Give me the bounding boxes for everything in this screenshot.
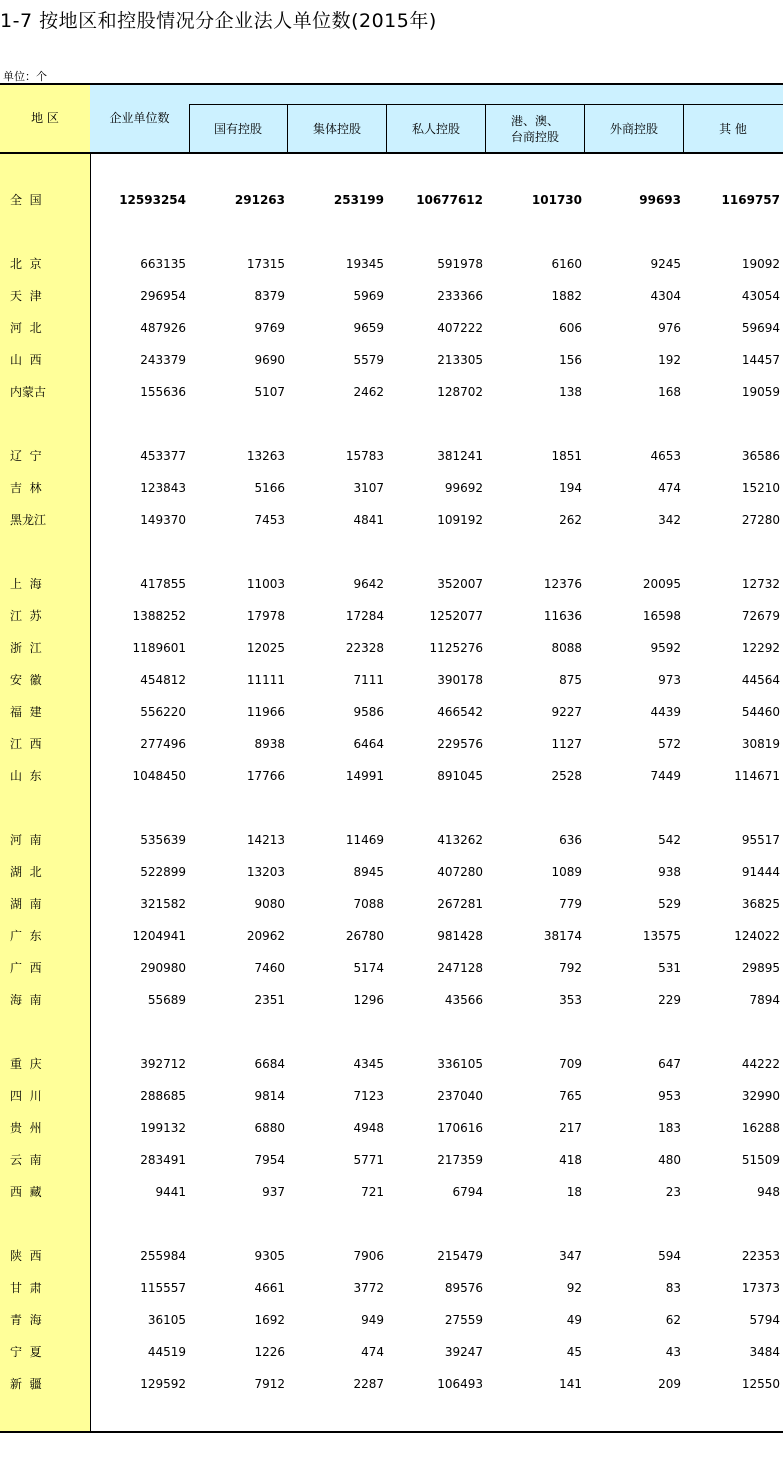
cell-collective: 14991 xyxy=(345,769,384,783)
cell-state: 9080 xyxy=(254,897,285,911)
region-name: 内蒙古 xyxy=(10,385,47,399)
cell-hmt: 8088 xyxy=(551,641,582,655)
cell-state: 7954 xyxy=(254,1153,285,1167)
cell-foreign: 183 xyxy=(658,1121,681,1135)
cell-collective: 1296 xyxy=(353,993,384,1007)
cell-state: 291263 xyxy=(234,193,285,207)
cell-total: 115557 xyxy=(140,1281,186,1295)
cell-collective: 2462 xyxy=(353,385,384,399)
cell-collective: 8945 xyxy=(353,865,384,879)
cell-other: 59694 xyxy=(741,321,780,335)
cell-total: 1048450 xyxy=(132,769,186,783)
region-name: 湖 北 xyxy=(10,865,42,879)
cell-other: 19059 xyxy=(741,385,780,399)
cell-private: 336105 xyxy=(437,1057,483,1071)
cell-collective: 7088 xyxy=(353,897,384,911)
cell-foreign: 973 xyxy=(658,673,681,687)
cell-state: 11111 xyxy=(246,673,285,687)
region-name: 安 徽 xyxy=(10,673,42,687)
header-foreign: 外商控股 xyxy=(609,122,658,136)
cell-collective: 474 xyxy=(361,1345,384,1359)
cell-hmt: 9227 xyxy=(551,705,582,719)
cell-hmt: 1882 xyxy=(551,289,582,303)
cell-hmt: 1851 xyxy=(551,449,582,463)
cell-hmt: 1089 xyxy=(551,865,582,879)
cell-other: 54460 xyxy=(741,705,780,719)
cell-total: 149370 xyxy=(140,513,186,527)
cell-hmt: 875 xyxy=(559,673,582,687)
cell-state: 6684 xyxy=(254,1057,285,1071)
region-name: 河 南 xyxy=(10,833,42,847)
cell-foreign: 342 xyxy=(658,513,681,527)
cell-other: 95517 xyxy=(741,833,780,847)
region-name: 江 西 xyxy=(10,737,42,751)
cell-foreign: 938 xyxy=(658,865,681,879)
cell-foreign: 529 xyxy=(658,897,681,911)
cell-private: 390178 xyxy=(437,673,483,687)
cell-collective: 5969 xyxy=(353,289,384,303)
cell-private: 591978 xyxy=(437,257,483,271)
region-name: 重 庆 xyxy=(10,1057,42,1071)
header-region: 地 区 xyxy=(31,111,59,125)
cell-hmt: 194 xyxy=(559,481,582,495)
cell-private: 407280 xyxy=(437,865,483,879)
cell-hmt: 49 xyxy=(566,1313,582,1327)
cell-foreign: 9592 xyxy=(650,641,681,655)
cell-private: 106493 xyxy=(437,1377,483,1391)
cell-collective: 7111 xyxy=(353,673,384,687)
cell-total: 9441 xyxy=(155,1185,186,1199)
region-name: 贵 州 xyxy=(10,1121,42,1135)
cell-state: 6880 xyxy=(254,1121,285,1135)
cell-state: 11966 xyxy=(246,705,285,719)
cell-other: 44564 xyxy=(741,673,780,687)
cell-hmt: 1127 xyxy=(551,737,582,751)
cell-foreign: 474 xyxy=(658,481,681,495)
region-name: 山 东 xyxy=(10,769,42,783)
cell-total: 123843 xyxy=(140,481,186,495)
cell-private: 99692 xyxy=(444,481,483,495)
region-name: 宁 夏 xyxy=(10,1345,42,1359)
cell-hmt: 262 xyxy=(559,513,582,527)
cell-total: 522899 xyxy=(140,865,186,879)
cell-other: 5794 xyxy=(749,1313,780,1327)
region-name: 河 北 xyxy=(10,321,42,335)
cell-hmt: 765 xyxy=(559,1089,582,1103)
cell-total: 290980 xyxy=(140,961,186,975)
cell-foreign: 4653 xyxy=(650,449,681,463)
cell-other: 51509 xyxy=(741,1153,780,1167)
region-name: 浙 江 xyxy=(10,641,42,655)
cell-total: 12593254 xyxy=(119,193,186,207)
cell-foreign: 572 xyxy=(658,737,681,751)
region-name: 黑龙江 xyxy=(10,513,47,527)
cell-private: 891045 xyxy=(437,769,483,783)
cell-private: 267281 xyxy=(437,897,483,911)
cell-state: 12025 xyxy=(246,641,285,655)
table-bottom-rule xyxy=(0,1431,783,1433)
cell-collective: 6464 xyxy=(353,737,384,751)
cell-collective: 19345 xyxy=(345,257,384,271)
cell-other: 7894 xyxy=(749,993,780,1007)
region-name: 甘 肃 xyxy=(10,1281,42,1295)
region-name: 全 国 xyxy=(10,193,42,207)
cell-hmt: 709 xyxy=(559,1057,582,1071)
cell-private: 43566 xyxy=(444,993,483,1007)
region-name: 青 海 xyxy=(10,1313,42,1327)
cell-hmt: 38174 xyxy=(543,929,582,943)
cell-total: 283491 xyxy=(140,1153,186,1167)
cell-total: 44519 xyxy=(147,1345,186,1359)
region-name: 辽 宁 xyxy=(10,449,42,463)
region-name: 海 南 xyxy=(10,993,42,1007)
cell-state: 11003 xyxy=(246,577,285,591)
unit-label: 单位：个 xyxy=(3,70,47,83)
cell-hmt: 11636 xyxy=(543,609,582,623)
cell-hmt: 45 xyxy=(566,1345,582,1359)
cell-private: 10677612 xyxy=(416,193,483,207)
cell-other: 36586 xyxy=(741,449,780,463)
region-name: 四 川 xyxy=(10,1089,42,1103)
cell-foreign: 647 xyxy=(658,1057,681,1071)
cell-state: 17978 xyxy=(246,609,285,623)
cell-total: 1388252 xyxy=(132,609,186,623)
cell-other: 17373 xyxy=(741,1281,780,1295)
cell-foreign: 4439 xyxy=(650,705,681,719)
cell-other: 12732 xyxy=(741,577,780,591)
cell-hmt: 347 xyxy=(559,1249,582,1263)
cell-total: 392712 xyxy=(140,1057,186,1071)
cell-private: 128702 xyxy=(437,385,483,399)
header-hk-macao-taiwan-line2: 台商控股 xyxy=(510,130,559,144)
cell-total: 535639 xyxy=(140,833,186,847)
cell-foreign: 976 xyxy=(658,321,681,335)
cell-state: 2351 xyxy=(254,993,285,1007)
region-name: 福 建 xyxy=(10,705,42,719)
cell-total: 1204941 xyxy=(132,929,186,943)
cell-private: 237040 xyxy=(437,1089,483,1103)
cell-collective: 7123 xyxy=(353,1089,384,1103)
cell-total: 453377 xyxy=(140,449,186,463)
region-name: 江 苏 xyxy=(10,609,42,623)
cell-other: 12550 xyxy=(741,1377,780,1391)
cell-state: 4661 xyxy=(254,1281,285,1295)
cell-other: 16288 xyxy=(741,1121,780,1135)
cell-collective: 5579 xyxy=(353,353,384,367)
cell-collective: 5174 xyxy=(353,961,384,975)
cell-foreign: 480 xyxy=(658,1153,681,1167)
header-hk-macao-taiwan xyxy=(486,113,584,145)
cell-state: 13263 xyxy=(246,449,285,463)
cell-collective: 4948 xyxy=(353,1121,384,1135)
region-name: 上 海 xyxy=(10,577,42,591)
region-name: 北 京 xyxy=(10,257,42,271)
cell-other: 114671 xyxy=(734,769,780,783)
cell-collective: 17284 xyxy=(345,609,384,623)
cell-private: 27559 xyxy=(444,1313,483,1327)
cell-state: 5107 xyxy=(254,385,285,399)
cell-private: 233366 xyxy=(437,289,483,303)
header-sub-rule xyxy=(189,104,783,105)
cell-foreign: 62 xyxy=(665,1313,681,1327)
cell-foreign: 23 xyxy=(665,1185,681,1199)
cell-other: 32990 xyxy=(741,1089,780,1103)
cell-total: 487926 xyxy=(140,321,186,335)
header-total: 企业单位数 xyxy=(109,111,170,125)
cell-total: 36105 xyxy=(147,1313,186,1327)
cell-collective: 4841 xyxy=(353,513,384,527)
region-name: 吉 林 xyxy=(10,481,42,495)
cell-total: 296954 xyxy=(140,289,186,303)
cell-other: 3484 xyxy=(749,1345,780,1359)
cell-other: 30819 xyxy=(741,737,780,751)
region-name: 陕 西 xyxy=(10,1249,42,1263)
cell-foreign: 953 xyxy=(658,1089,681,1103)
cell-other: 15210 xyxy=(741,481,780,495)
region-column-background xyxy=(0,84,91,1432)
cell-state: 13203 xyxy=(246,865,285,879)
cell-hmt: 92 xyxy=(566,1281,582,1295)
cell-foreign: 7449 xyxy=(650,769,681,783)
cell-private: 413262 xyxy=(437,833,483,847)
cell-collective: 2287 xyxy=(353,1377,384,1391)
cell-other: 14457 xyxy=(741,353,780,367)
cell-hmt: 353 xyxy=(559,993,582,1007)
cell-state: 8938 xyxy=(254,737,285,751)
region-name: 新 疆 xyxy=(10,1377,42,1391)
cell-state: 17315 xyxy=(246,257,285,271)
cell-private: 215479 xyxy=(437,1249,483,1263)
cell-other: 91444 xyxy=(741,865,780,879)
region-name: 西 藏 xyxy=(10,1185,42,1199)
region-name: 云 南 xyxy=(10,1153,42,1167)
cell-hmt: 418 xyxy=(559,1153,582,1167)
cell-hmt: 156 xyxy=(559,353,582,367)
cell-foreign: 168 xyxy=(658,385,681,399)
cell-private: 1252077 xyxy=(429,609,483,623)
cell-state: 1226 xyxy=(254,1345,285,1359)
cell-other: 72679 xyxy=(741,609,780,623)
cell-total: 288685 xyxy=(140,1089,186,1103)
cell-total: 417855 xyxy=(140,577,186,591)
cell-collective: 9642 xyxy=(353,577,384,591)
cell-collective: 4345 xyxy=(353,1057,384,1071)
cell-collective: 253199 xyxy=(333,193,384,207)
cell-total: 199132 xyxy=(140,1121,186,1135)
cell-private: 1125276 xyxy=(429,641,483,655)
cell-collective: 3772 xyxy=(353,1281,384,1295)
region-name: 山 西 xyxy=(10,353,42,367)
cell-foreign: 43 xyxy=(665,1345,681,1359)
cell-foreign: 99693 xyxy=(639,193,681,207)
cell-state: 20962 xyxy=(246,929,285,943)
header-collective: 集体控股 xyxy=(312,122,361,136)
cell-hmt: 138 xyxy=(559,385,582,399)
cell-state: 9814 xyxy=(254,1089,285,1103)
header-private: 私人控股 xyxy=(411,122,460,136)
header-state: 国有控股 xyxy=(213,122,262,136)
cell-foreign: 9245 xyxy=(650,257,681,271)
cell-state: 8379 xyxy=(254,289,285,303)
cell-collective: 9659 xyxy=(353,321,384,335)
cell-total: 277496 xyxy=(140,737,186,751)
region-name: 广 东 xyxy=(10,929,42,943)
cell-hmt: 779 xyxy=(559,897,582,911)
cell-hmt: 6160 xyxy=(551,257,582,271)
cell-total: 663135 xyxy=(140,257,186,271)
cell-collective: 5771 xyxy=(353,1153,384,1167)
cell-other: 12292 xyxy=(741,641,780,655)
header-hk-macao-taiwan-line1: 港、澳、 xyxy=(510,114,559,128)
cell-other: 948 xyxy=(757,1185,780,1199)
cell-private: 170616 xyxy=(437,1121,483,1135)
cell-hmt: 636 xyxy=(559,833,582,847)
cell-private: 229576 xyxy=(437,737,483,751)
cell-private: 466542 xyxy=(437,705,483,719)
cell-hmt: 606 xyxy=(559,321,582,335)
cell-state: 5166 xyxy=(254,481,285,495)
cell-state: 17766 xyxy=(246,769,285,783)
header-other: 其 他 xyxy=(719,122,747,136)
cell-foreign: 209 xyxy=(658,1377,681,1391)
cell-total: 155636 xyxy=(140,385,186,399)
cell-foreign: 16598 xyxy=(642,609,681,623)
cell-other: 27280 xyxy=(741,513,780,527)
cell-state: 7912 xyxy=(254,1377,285,1391)
cell-private: 407222 xyxy=(437,321,483,335)
cell-total: 1189601 xyxy=(132,641,186,655)
cell-hmt: 217 xyxy=(559,1121,582,1135)
cell-other: 36825 xyxy=(741,897,780,911)
cell-hmt: 792 xyxy=(559,961,582,975)
cell-state: 1692 xyxy=(254,1313,285,1327)
cell-hmt: 101730 xyxy=(531,193,582,207)
cell-total: 255984 xyxy=(140,1249,186,1263)
cell-collective: 721 xyxy=(361,1185,384,1199)
region-name: 天 津 xyxy=(10,289,42,303)
cell-state: 9690 xyxy=(254,353,285,367)
cell-foreign: 83 xyxy=(665,1281,681,1295)
region-name: 广 西 xyxy=(10,961,42,975)
cell-total: 454812 xyxy=(140,673,186,687)
cell-total: 55689 xyxy=(147,993,186,1007)
cell-other: 22353 xyxy=(741,1249,780,1263)
cell-private: 981428 xyxy=(437,929,483,943)
cell-total: 243379 xyxy=(140,353,186,367)
cell-private: 352007 xyxy=(437,577,483,591)
cell-other: 29895 xyxy=(741,961,780,975)
cell-private: 89576 xyxy=(444,1281,483,1295)
cell-collective: 26780 xyxy=(345,929,384,943)
cell-state: 9305 xyxy=(254,1249,285,1263)
cell-private: 247128 xyxy=(437,961,483,975)
cell-state: 14213 xyxy=(246,833,285,847)
cell-hmt: 2528 xyxy=(551,769,582,783)
table-header-rule xyxy=(0,152,783,154)
cell-hmt: 141 xyxy=(559,1377,582,1391)
cell-state: 7460 xyxy=(254,961,285,975)
cell-collective: 949 xyxy=(361,1313,384,1327)
cell-foreign: 20095 xyxy=(642,577,681,591)
cell-foreign: 594 xyxy=(658,1249,681,1263)
cell-hmt: 18 xyxy=(566,1185,582,1199)
page-title: 1-7 按地区和控股情况分企业法人单位数(2015年) xyxy=(0,10,437,32)
table-header-background xyxy=(90,84,783,154)
cell-state: 7453 xyxy=(254,513,285,527)
cell-collective: 9586 xyxy=(353,705,384,719)
cell-collective: 11469 xyxy=(345,833,384,847)
table-top-rule xyxy=(0,83,783,85)
cell-private: 217359 xyxy=(437,1153,483,1167)
cell-foreign: 531 xyxy=(658,961,681,975)
cell-state: 937 xyxy=(262,1185,285,1199)
cell-state: 9769 xyxy=(254,321,285,335)
region-name: 湖 南 xyxy=(10,897,42,911)
cell-private: 6794 xyxy=(452,1185,483,1199)
cell-collective: 15783 xyxy=(345,449,384,463)
cell-total: 556220 xyxy=(140,705,186,719)
cell-foreign: 542 xyxy=(658,833,681,847)
cell-hmt: 12376 xyxy=(543,577,582,591)
cell-collective: 22328 xyxy=(345,641,384,655)
cell-private: 109192 xyxy=(437,513,483,527)
cell-foreign: 4304 xyxy=(650,289,681,303)
cell-other: 44222 xyxy=(741,1057,780,1071)
cell-other: 1169757 xyxy=(721,193,780,207)
cell-private: 39247 xyxy=(444,1345,483,1359)
cell-collective: 7906 xyxy=(353,1249,384,1263)
cell-foreign: 192 xyxy=(658,353,681,367)
cell-total: 321582 xyxy=(140,897,186,911)
cell-other: 43054 xyxy=(741,289,780,303)
cell-total: 129592 xyxy=(140,1377,186,1391)
cell-other: 124022 xyxy=(734,929,780,943)
cell-foreign: 229 xyxy=(658,993,681,1007)
cell-private: 381241 xyxy=(437,449,483,463)
cell-foreign: 13575 xyxy=(642,929,681,943)
cell-collective: 3107 xyxy=(353,481,384,495)
cell-other: 19092 xyxy=(741,257,780,271)
cell-private: 213305 xyxy=(437,353,483,367)
